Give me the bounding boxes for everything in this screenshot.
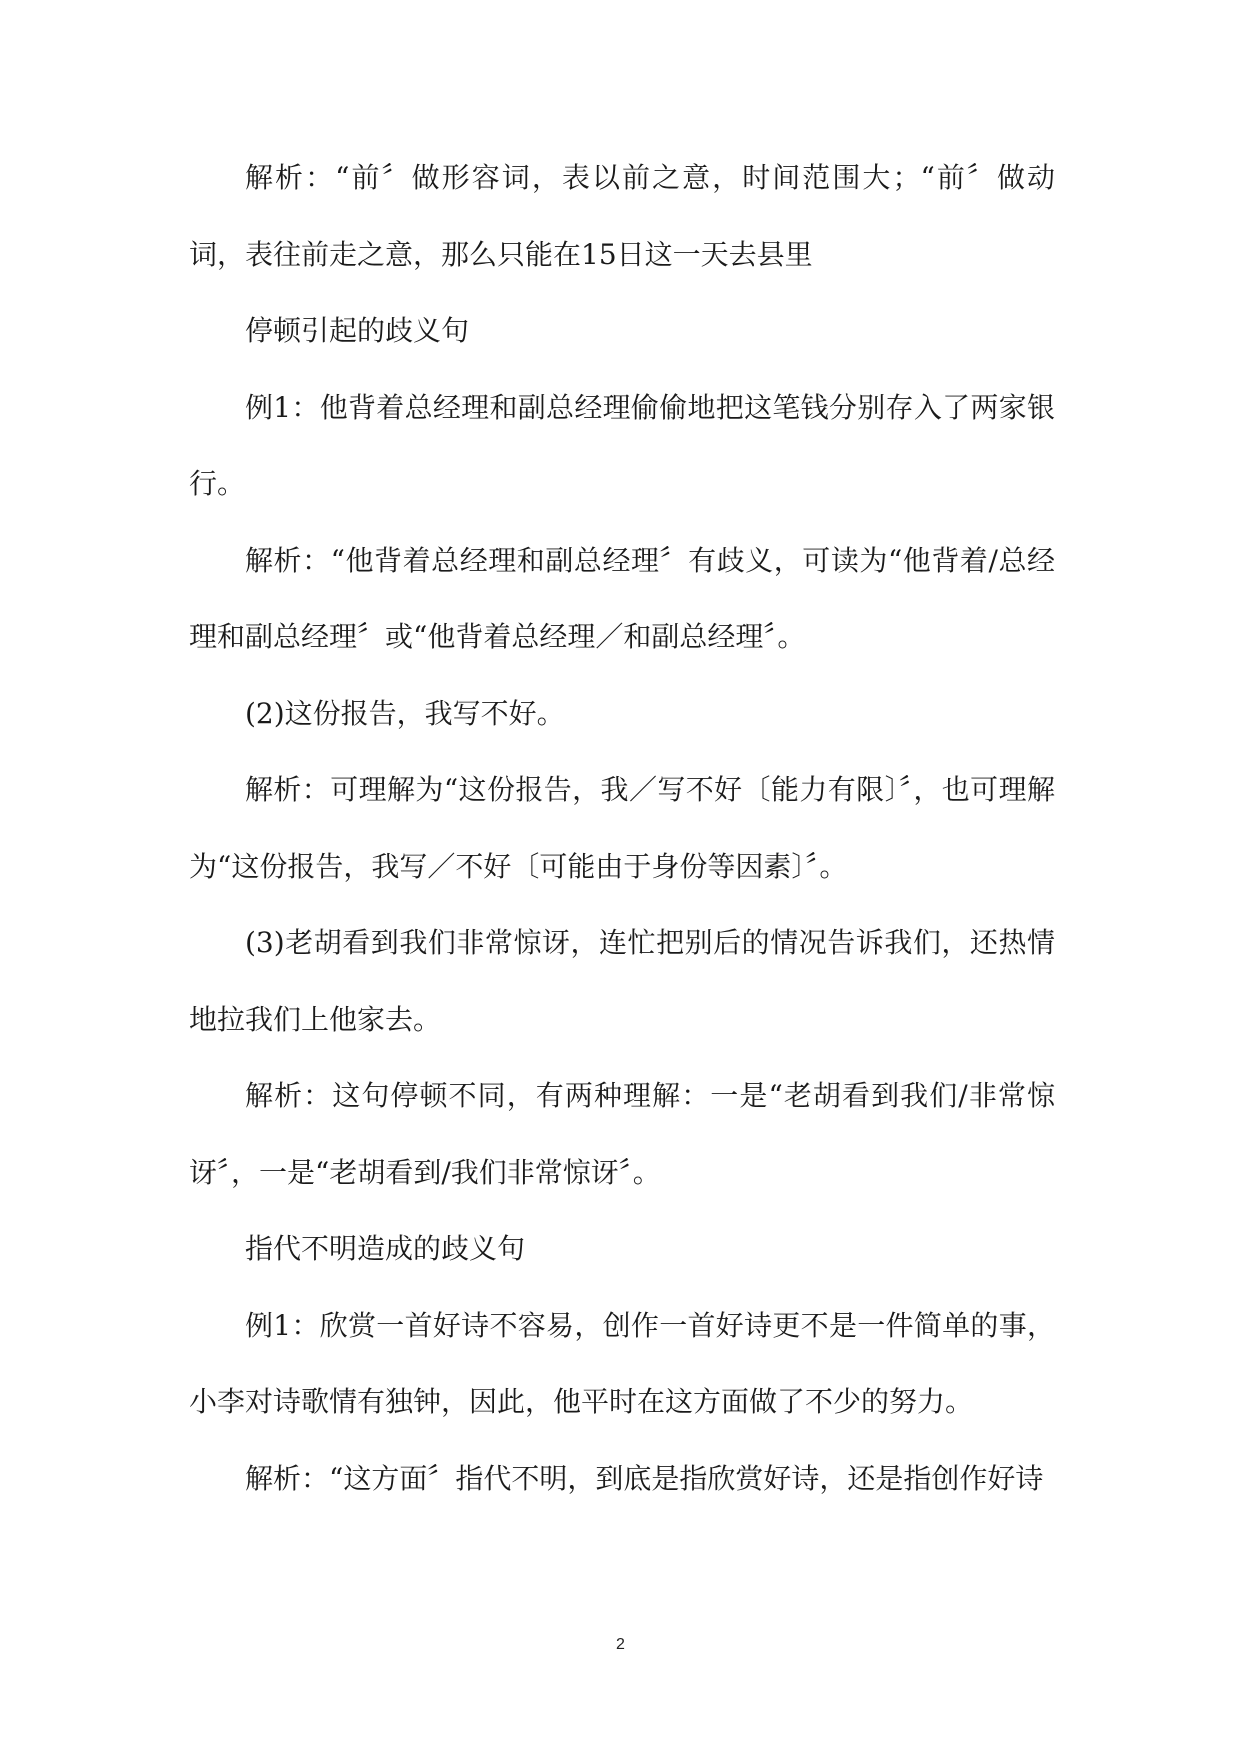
paragraph-example-1: 例1：他背着总经理和副总经理偷偷地把这笔钱分别存入了两家银行。 <box>189 390 1055 500</box>
paragraph-analysis-example-2: 解析：可理解为“这份报告，我／写不好〔能力有限〕〞，也可理解为“这份报告，我写／不好〔可能由于身份等因素〕〞。 <box>189 773 1055 883</box>
paragraph-reference-example-1: 例1：欣赏一首好诗不容易，创作一首好诗更不是一件简单的事，小李对诗歌情有独钟，因此，他平时在这方面做了不少的努力。 <box>189 1308 1055 1418</box>
paragraph-analysis-example-3: 解析：这句停顿不同，有两种理解：一是“老胡看到我们/非常惊讶〞，一是“老胡看到/我们非常惊讶〞。 <box>189 1079 1055 1189</box>
section-heading-reference-ambiguity: 指代不明造成的歧义句 <box>245 1232 526 1265</box>
section-heading-pause-ambiguity: 停顿引起的歧义句 <box>245 314 470 347</box>
paragraph-reference-analysis: 解析：“这方面〞指代不明，到底是指欣赏好诗，还是指创作好诗 <box>245 1461 1044 1495</box>
paragraph-analysis-example-1: 解析：“他背着总经理和副总经理〞有歧义，可读为“他背着/总经理和副总经理〞或“他背着总经理／和副总经理〞。 <box>189 543 1055 653</box>
document-body <box>189 140 1055 1517</box>
paragraph-example-3: (3)老胡看到我们非常惊讶，连忙把别后的情况告诉我们，还热情地拉我们上他家去。 <box>189 926 1055 1036</box>
paragraph-example-2: (2)这份报告，我写不好。 <box>245 696 565 730</box>
page-number: 2 <box>616 1636 625 1653</box>
paragraph-analysis-qian: 解析：“前〞做形容词，表以前之意，时间范围大；“前〞做动词，表往前走之意，那么只能在15日这一天去县里 <box>189 161 1055 271</box>
